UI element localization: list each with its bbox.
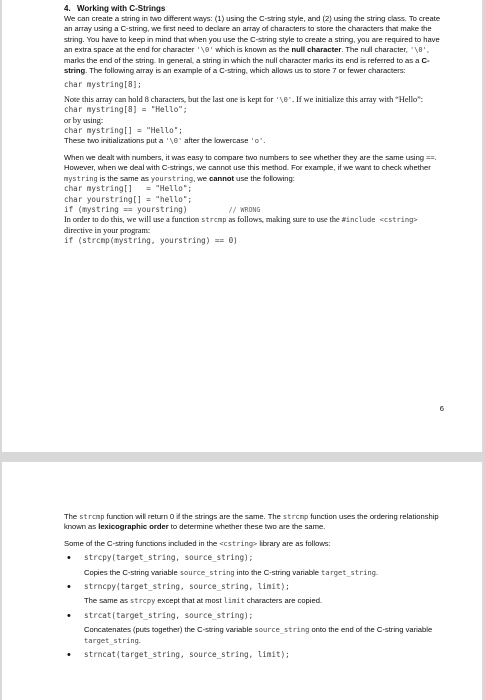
inline-code: <cstring>: [219, 539, 258, 548]
note-paragraph: [64, 95, 448, 105]
function-description: [84, 568, 448, 578]
wrong-comment: // WRONG: [228, 205, 261, 214]
code-compare-c: [64, 205, 448, 215]
section-title: Working with C-Strings: [77, 4, 166, 13]
inline-code: strcpy: [130, 597, 156, 606]
text-run: as follows, making sure to use the: [226, 215, 342, 225]
code-declare-array: char mystring[8];: [64, 80, 142, 90]
strcmp-return-paragraph: [64, 512, 448, 533]
function-item-strncat: [64, 650, 448, 660]
code-init-sized: char mystring[8] = "Hello";: [64, 105, 188, 115]
page-1-content: [64, 3, 448, 247]
inline-code: strcmp: [79, 513, 105, 521]
inline-code: source_string: [179, 568, 235, 577]
code-compare-a: char mystring[] = "Hello";: [64, 184, 193, 194]
text-run: . If we initialize this array with “Hello”:: [292, 94, 424, 104]
text-run: which is known as the: [213, 45, 292, 55]
function-signature: • strncpy(target_string, source_string, limit);: [84, 582, 290, 592]
text-run: . The null character,: [341, 45, 410, 55]
inline-code: target_string: [84, 636, 139, 645]
text-run: to determine whether these two are the same.: [168, 522, 326, 532]
inline-code: strcmp: [201, 216, 227, 225]
text-run: The: [64, 512, 80, 521]
function-signature: • strcat(target_string, source_string);: [84, 610, 254, 620]
text-run: . However, when we deal with C-strings, we cannot use this method. For example, if we want to check whether: [64, 152, 437, 173]
text-run: We can create a string in two different ways: (1) using the C-string style, and (2) using the string class. To create an array using a C-string, we first need to declare an array of characters to store the characters that make the string. You have to keep in mind that when you use the C-string style to create a string, you are required to have an extra space at the end for character: [64, 14, 441, 55]
bold-term: C-string: [64, 55, 430, 76]
text-run: .: [375, 567, 379, 577]
function-description: [84, 625, 448, 646]
intro-paragraph: [64, 14, 448, 76]
text-run: function uses the ordering relationship known as: [64, 512, 439, 532]
inline-code: source_string: [254, 626, 310, 635]
function-description: [84, 596, 448, 606]
text-run: .: [263, 136, 266, 146]
function-item-strcat: [64, 611, 448, 646]
page-number: 6: [439, 404, 444, 413]
text-run: When we dealt with numbers, it was easy to compare two numbers to see whether they are the same using: [64, 152, 427, 162]
inline-code: mystring: [64, 174, 98, 183]
function-signature: • strncat(target_string, source_string, limit);: [84, 650, 290, 660]
inline-code: #include <cstring>: [341, 216, 418, 225]
function-signature: • strcpy(target_string, source_string);: [84, 553, 254, 563]
text-run: onto the end of the C-string variable: [309, 625, 433, 635]
compare-paragraph: [64, 153, 448, 184]
text-run: Concatenates (puts together) the C-string variable: [84, 625, 255, 635]
text-run: Copies the C-string variable: [84, 567, 180, 577]
bold-term: null character: [291, 45, 342, 55]
text-run: is the same as: [97, 173, 151, 183]
or-by-using: or by using:: [64, 115, 104, 125]
text-run: .: [138, 635, 141, 645]
functions-intro-paragraph: [64, 539, 448, 549]
text-run: except that at most: [155, 596, 224, 606]
inline-code: '\0': [165, 137, 183, 146]
document-page-2: [2, 462, 482, 700]
text-run: Some of the C-string functions included in the: [64, 538, 220, 548]
code-if-equal: if (mystring == yourstring): [64, 204, 188, 214]
inline-code: 'o': [250, 137, 264, 146]
text-run: use the following:: [234, 173, 295, 183]
inline-code: ==: [426, 153, 435, 162]
inline-code: yourstring: [150, 174, 194, 183]
inline-code: '\0': [196, 46, 214, 55]
text-run: after the lowercase: [182, 136, 251, 146]
text-run: Note this array can hold 8 characters, but the last one is kept for: [64, 94, 276, 104]
code-init-unsized: char mystring[] = "Hello";: [64, 126, 183, 136]
bold-term: cannot: [209, 173, 235, 183]
section-number: 4.: [64, 4, 71, 13]
inline-code: '\0': [275, 95, 293, 104]
function-item-strncpy: [64, 582, 448, 607]
function-list: [64, 553, 448, 660]
inline-code: '\0': [409, 46, 427, 55]
text-run: These two initializations put a: [64, 136, 166, 146]
inline-code: target_string: [321, 568, 376, 577]
code-strcmp: if (strcmp(mystring, yourstring) == 0): [64, 236, 238, 246]
inline-code: strcmp: [282, 513, 309, 521]
code-compare-b: char yourstring[] = "hello";: [64, 194, 193, 204]
function-item-strcpy: [64, 553, 448, 578]
page-2-content: [64, 512, 448, 664]
text-run: function will return 0 if the strings are the same. The: [104, 512, 283, 521]
text-run: into the C-string variable: [234, 567, 322, 577]
section-heading: [64, 3, 448, 14]
bold-term: lexicographic order: [98, 522, 169, 532]
text-run: The same as: [84, 596, 131, 606]
text-run: library are as follows:: [257, 538, 331, 548]
text-run: , marks the end of the string. In general, a string in which the null character marks its end is referred to as a: [64, 45, 429, 65]
text-run: , we: [193, 173, 210, 183]
strcmp-intro-paragraph: [64, 215, 448, 236]
two-init-paragraph: [64, 136, 448, 146]
text-run: characters are copied.: [244, 596, 323, 606]
inline-code: limit: [223, 597, 245, 606]
text-run: directive in your program:: [64, 225, 151, 235]
document-page-1: [2, 0, 482, 452]
text-run: In order to do this, we will use a function: [64, 215, 202, 225]
text-run: . The following array is an example of a C-string, which allows us to store 7 or fewer characters:: [85, 66, 406, 76]
